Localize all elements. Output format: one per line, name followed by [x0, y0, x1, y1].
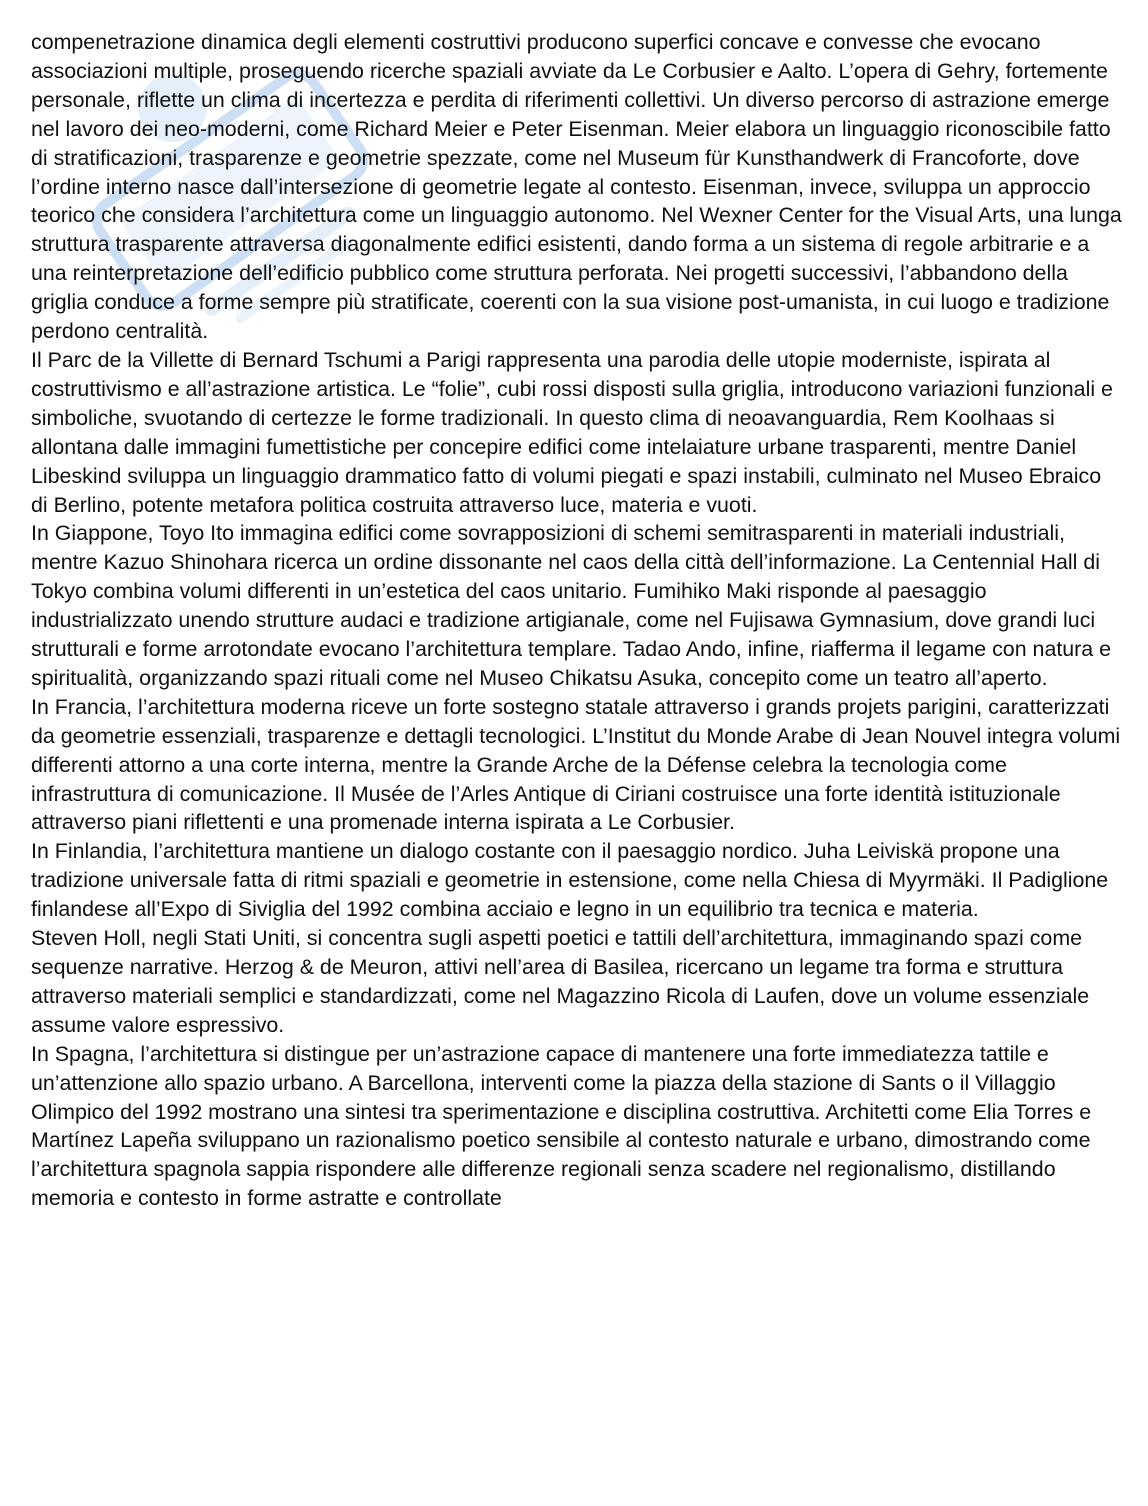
- paragraph-holl-herzog: Steven Holl, negli Stati Uniti, si concentra sugli aspetti poetici e tattili dell’architettura, immaginando spazi come sequenze narrative. Herzog & de Meuron, attivi nell’area di Basilea, ricercano un legame tra forma e struttura attraverso materiali semplici e standardizzati, come nel Magazzino Ricola di Laufen, dove un volume essenziale assume valore espressivo.: [31, 926, 1090, 1037]
- paragraph-francia: In Francia, l’architettura moderna riceve un forte sostegno statale attraverso i grands projets parigini, caratterizzati da geometrie essenziali, trasparenze e dettagli tecnologici. L’Institut du Monde Arabe di Jean Nouvel integra volumi differenti attorno a una corte interna, mentre la Grande Arche de la Défense celebra la tecnologia come infrastruttura di comunicazione. Il Musée de l’Arles Antique di Ciriani costruisce una forte identità istituzionale attraverso piani riflettenti e una promenade interna ispirata a Le Corbusier.: [31, 694, 1121, 835]
- paragraph-gehry-meier-eisenman: compenetrazione dinamica degli elementi costruttivi producono superfici concave e convesse che evocano associazioni multiple, proseguendo ricerche spaziali avviate da Le Corbusier e Aalto. L’opera di Gehry, fortemente personale, riflette un clima di incertezza e perdita di riferimenti collettivi. Un diverso percorso di astrazione emerge nel lavoro dei neo-moderni, come Richard Meier e Peter Eisenman. Meier elabora un linguaggio riconoscibile fatto di stratificazioni, trasparenze e geometrie spezzate, come nel Museum für Kunsthandwerk di Francoforte, dove l’ordine interno nasce dall’intersezione di geometrie legate al contesto. Eisenman, invece, sviluppa un approccio teorico che considera l’architettura come un linguaggio autonomo. Nel Wexner Center for the Visual Arts, una lunga struttura trasparente attraversa diagonalmente edifici esistenti, dando forma a un sistema di regole arbitrarie e a una reinterpretazione dell’edificio pubblico come struttura perforata. Nei progetti successivi, l’abbandono della griglia conduce a forme sempre più stratificate, coerenti con la sua visione post-umanista, in cui luogo e tradizione perdono centralità.: [31, 30, 1122, 344]
- document-body: [31, 28, 1123, 1213]
- paragraph-spagna: In Spagna, l’architettura si distingue per un’astrazione capace di mantenere una forte immediatezza tattile e un’attenzione allo spazio urbano. A Barcellona, interventi come la piazza della stazione di Sants o il Villaggio Olimpico del 1992 mostrano una sintesi tra sperimentazione e disciplina costruttiva. Architetti come Elia Torres e Martínez Lapeña sviluppano un razionalismo poetico sensibile al contesto naturale e urbano, dimostrando come l’architettura spagnola sappia rispondere alle differenze regionali senza scadere nel regionalismo, distillando memoria e contesto in forme astratte e controllate: [31, 1041, 1092, 1211]
- paragraph-finlandia: In Finlandia, l’architettura mantiene un dialogo costante con il paesaggio nordico. Juha Leiviskä propone una tradizione universale fatta di ritmi spaziali e geometrie in estensione, come nella Chiesa di Myyrmäki. Il Padiglione finlandese all’Expo di Siviglia del 1992 combina acciaio e legno in un equilibrio tra tecnica e materia.: [31, 839, 1109, 922]
- paragraph-giappone: In Giappone, Toyo Ito immagina edifici come sovrapposizioni di schemi semitrasparenti in materiali industriali, mentre Kazuo Shinohara ricerca un ordine dissonante nel caos della città dell’informazione. La Centennial Hall di Tokyo combina volumi differenti in un’estetica del caos unitario. Fumihiko Maki risponde al paesaggio industrializzato unendo strutture audaci e tradizione artigianale, come nel Fujisawa Gymnasium, dove grandi luci strutturali e forme arrotondate evocano l’architettura templare. Tadao Ando, infine, riafferma il legame con natura e spiritualità, organizzando spazi rituali come nel Museo Chikatsu Asuka, concepito come un teatro all’aperto.: [31, 521, 1112, 690]
- paragraph-tschumi-koolhaas-libeskind: Il Parc de la Villette di Bernard Tschumi a Parigi rappresenta una parodia delle utopie moderniste, ispirata al costruttivismo e all’astrazione artistica. Le “folie”, cubi rossi disposti sulla griglia, introducono variazioni funzionali e simboliche, svuotando di certezze le forme tradizionali. In questo clima di neoavanguardia, Rem Koolhaas si allontana dalle immagini fumettistiche per concepire edifici come intelaiature urbane trasparenti, mentre Daniel Libeskind sviluppa un linguaggio drammatico fatto di volumi piegati e spazi instabili, culminato nel Museo Ebraico di Berlino, potente metafora politica costruita attraverso luce, materia e vuoti.: [31, 347, 1113, 517]
